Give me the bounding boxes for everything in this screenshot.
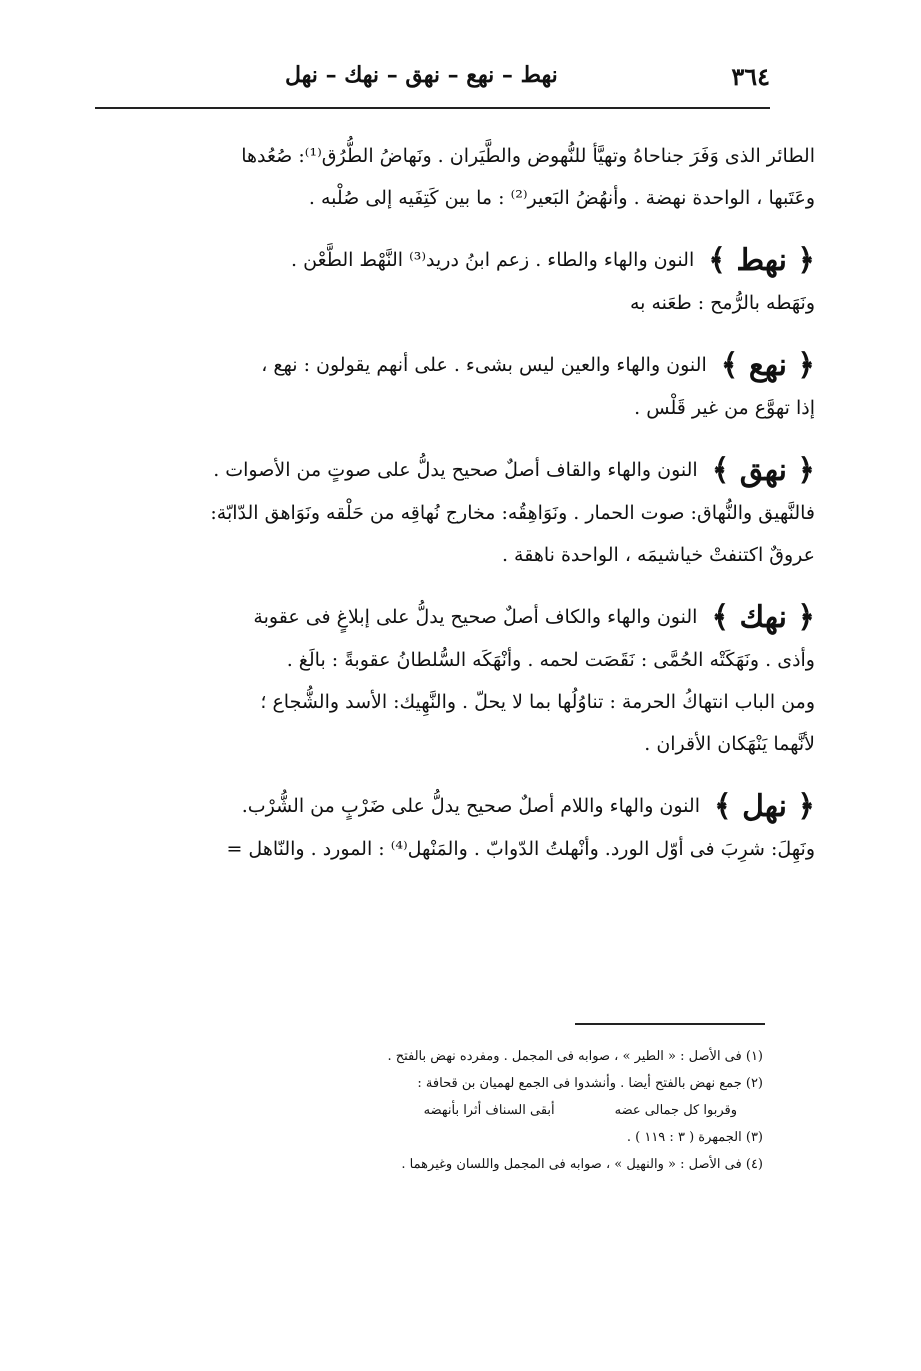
entry-nhc (95, 344, 815, 387)
text-line: النون والهاء والكاف أصلٌ صحيح يدلُّ على إبلاغٍ فى عقوبة (253, 606, 698, 628)
header-rule (95, 107, 770, 109)
text-line: لأنَّهما يَنْهَكان الأقران . (644, 733, 815, 755)
root-heading: ﴿ نهل ﴾ (714, 789, 815, 824)
main-text (95, 135, 815, 870)
text-line: النون والهاء والعين ليس بشىء . على أنهم يقولون : نهع ، (261, 354, 707, 376)
page-number: ٣٦٤ (731, 62, 770, 91)
text-line: وأذى . ونَهَكَتْه الحُمَّى : نَقَصَت لحمه . وأنْهَكَه السُّلطانُ عقوبةً : بالَغ . (286, 649, 815, 671)
text-line: فالنَّهيق والنُّهاق: صوت الحمار . ونَوَاهِقُه: مخارج نُهاقِه من حَلْقه ونَوَاهق الدّابّة: (210, 502, 815, 524)
running-title: نهط – نهع – نهق – نهك – نهل (285, 62, 558, 88)
footnote-rule (575, 1023, 765, 1025)
root-heading: ﴿ نهق ﴾ (711, 453, 815, 488)
text-line: ومن الباب انتهاكُ الحرمة : تناوُلُها بما لا يحلّ . والنَّهِيك: الأسد والشُّجاع ؛ (260, 691, 815, 713)
text-line: ونَهَطه بالرُّمح : طعَنه به (629, 292, 815, 314)
footnote-verse (203, 1097, 763, 1124)
verse-hemistich: وقربوا كل جمالى عضه (614, 1103, 737, 1118)
text-line: عروقٌ اكتنفتْ خياشيمَه ، الواحدة ناهقة . (501, 544, 815, 566)
text-line: وعَتَبها ، الواحدة نهضة . وأنهُضُ البَعير⁽²⁾ : ما بين كَتِفَيه إلى صُلْبه . (308, 187, 815, 209)
root-heading: ﴿ نهع ﴾ (720, 348, 815, 383)
entry-nht (95, 239, 815, 282)
text-line: إذا تهوَّع من غير قَلْس . (634, 397, 815, 419)
footnotes (203, 1043, 763, 1178)
entry-nhq (95, 449, 815, 492)
footnote: (٤) فى الأصل : « والنهيل » ، صوابه فى المجمل واللسان وغيرهما . (401, 1157, 763, 1172)
entry-nhk (95, 596, 815, 639)
text-line: الطائر الذى وَفَرَ جناحاهُ وتهيَّأ للنُّهوض والطَّيَران . ونَهاضُ الطُّرُق⁽¹⁾: صُعُدها (241, 145, 815, 167)
root-heading: ﴿ نهك ﴾ (711, 600, 815, 635)
footnote: (٢) جمع نهض بالفتح أيضا . وأنشدوا فى الجمع لهميان بن قحافة : (417, 1076, 763, 1091)
text-line: النون والهاء والطاء . زعم ابنُ دريد⁽³⁾ النَّهْط الطَّعْن . (291, 249, 695, 271)
footnote: (١) فى الأصل : « الطير » ، صوابه فى المجمل . ومفرده نهض بالفتح . (387, 1049, 763, 1064)
root-heading: ﴿ نهط ﴾ (708, 243, 815, 278)
text-line: ونَهِلَ: شرِبَ فى أوّل الورد. وأنْهلتُ الدّوابّ . والمَنْهل⁽⁴⁾ : المورد . والنّاهل = (226, 838, 815, 860)
page-header (95, 58, 770, 98)
text-line: النون والهاء واللام أصلٌ صحيح يدلُّ على ضَرْبٍ من الشُّرْب. (241, 795, 700, 817)
verse-hemistich: أبقى السناف أثرا بأنهضه (423, 1103, 555, 1118)
footnote: (٣) الجمهرة ( ٣ : ١١٩ ) . (626, 1130, 763, 1145)
text-line: النون والهاء والقاف أصلٌ صحيح يدلُّ على صوتٍ من الأصوات . (213, 459, 698, 481)
entry-nhl (95, 785, 815, 828)
